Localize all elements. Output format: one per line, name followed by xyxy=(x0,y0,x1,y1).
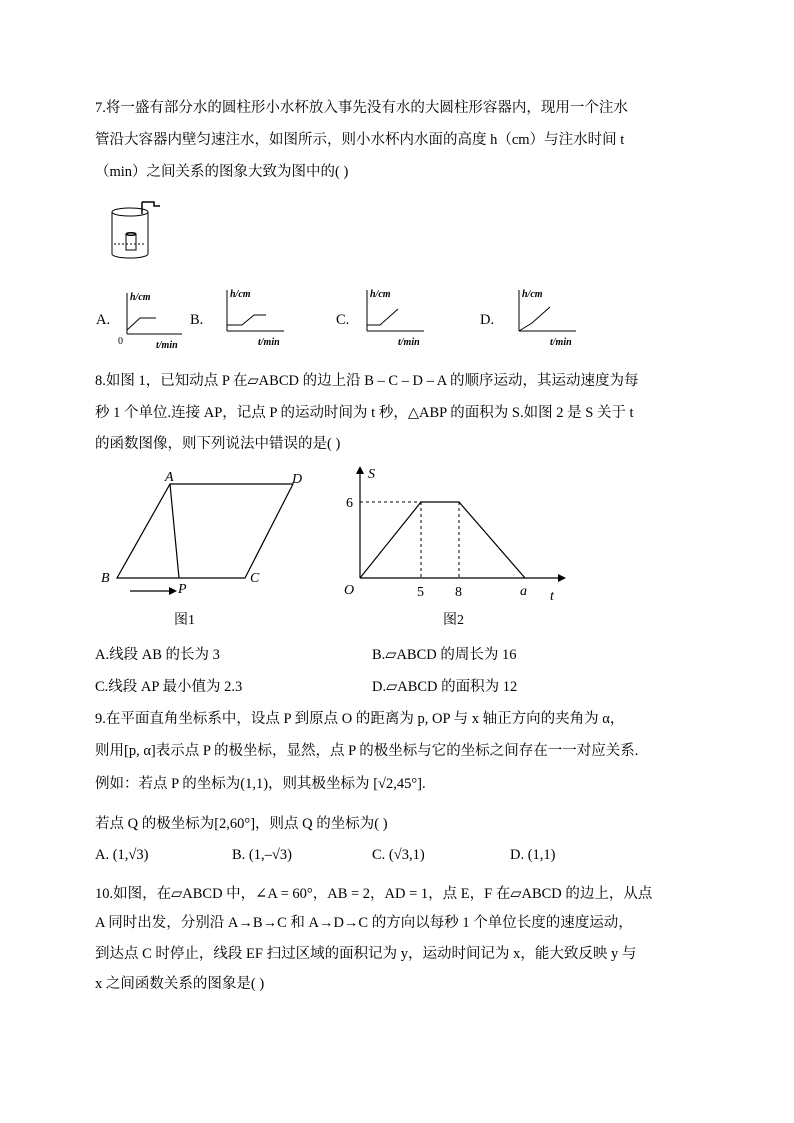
q7-graph-a xyxy=(112,288,192,352)
fig2-tick-a: a xyxy=(520,584,527,599)
q8-line2: 秒 1 个单位.连接 AP，记点 P 的运动时间为 t 秒，△ABP 的面积为 S.如图 2 是 S 关于 t xyxy=(95,405,634,421)
q7d-ylabel: h/cm xyxy=(522,289,543,300)
fig1-label-p: P xyxy=(178,582,187,597)
q9-line3 xyxy=(95,772,426,793)
q7-line3: （min）之间关系的图象大致为图中的( ) xyxy=(95,164,349,180)
fig2-origin: O xyxy=(344,583,355,598)
q9-line3-text: 例如：若点 P 的坐标为(1,1)，则其极坐标为 xyxy=(95,776,370,792)
q10-line3: 到达点 C 时停止，线段 EF 扫过区域的面积记为 y，运动时间记为 x，能大致反映 y 与 xyxy=(95,946,637,962)
fig2-label-s: S xyxy=(368,467,375,482)
q7-option-a: A. xyxy=(96,312,111,328)
q7b-xlabel: t/min xyxy=(258,337,280,348)
q7d-xlabel: t/min xyxy=(550,337,572,348)
q10-line4: x 之间函数关系的图象是( ) xyxy=(95,976,265,992)
q8-option-b: B.▱ABCD 的周长为 16 xyxy=(372,647,517,663)
q8-option-c: C.线段 AP 最小值为 2.3 xyxy=(95,679,243,695)
q8-line1: 8.如图 1，已知动点 P 在▱ABCD 的边上沿 B – C – D – A 的顺序运动，其运动速度为每 xyxy=(95,373,639,389)
fig1-label-c: C xyxy=(250,571,260,586)
q7a-origin: 0 xyxy=(118,336,123,347)
q7c-ylabel: h/cm xyxy=(370,289,391,300)
q7-graph-d xyxy=(504,285,584,349)
q9-line4: 若点 Q 的极坐标为[2,60°]，则点 Q 的坐标为( ) xyxy=(95,816,388,832)
fig2-tick-8: 8 xyxy=(455,585,462,600)
fig2-tick-5: 5 xyxy=(417,585,424,600)
fig1-label-a: A xyxy=(165,470,174,485)
q9-option-a: A. (1,√3) xyxy=(95,847,149,863)
q10-line1: 10.如图，在▱ABCD 中，∠A = 60°，AB = 2，AD = 1，点 E，F 在▱ABCD 的边上，从点 xyxy=(95,886,653,902)
q9-line1: 9.在平面直角坐标系中，设点 P 到原点 O 的距离为 p, OP 与 x 轴正方向的夹角为 α， xyxy=(95,711,625,727)
q9-option-c: C. (√3,1) xyxy=(372,847,425,863)
q8-figure-1 xyxy=(95,466,325,632)
q7-graph-b xyxy=(212,285,292,349)
fig1-label-b: B xyxy=(101,571,110,586)
fig1-caption: 图1 xyxy=(174,613,195,628)
q7a-xlabel: t/min xyxy=(156,340,178,351)
q7-container-figure xyxy=(106,198,166,262)
q9-option-b: B. (1,–√3) xyxy=(232,847,292,863)
q9-polar-example: [√2,45°]. xyxy=(373,776,426,792)
q10-line2: A 同时出发，分别沿 A→B→C 和 A→D→C 的方向以每秒 1 个单位长度的速度运动， xyxy=(95,915,633,931)
q8-option-d: D.▱ABCD 的面积为 12 xyxy=(372,679,518,695)
q7c-xlabel: t/min xyxy=(398,337,420,348)
q7-line1: 7.将一盛有部分水的圆柱形小水杯放入事先没有水的大圆柱形容器内，现用一个注水 xyxy=(95,100,628,116)
q8-line3: 的函数图像，则下列说法中错误的是( ) xyxy=(95,436,341,452)
fig1-label-d: D xyxy=(292,472,303,487)
fig2-tick-6: 6 xyxy=(346,496,353,511)
fig2-label-t: t xyxy=(550,589,554,604)
q7-option-b: B. xyxy=(190,312,204,328)
q7a-ylabel: h/cm xyxy=(130,292,151,303)
q7-option-c: C. xyxy=(336,312,350,328)
fig2-caption: 图2 xyxy=(443,613,464,628)
q9-line2: 则用[p, α]表示点 P 的极坐标，显然，点 P 的极坐标与它的坐标之间存在一一对应关系. xyxy=(95,743,639,759)
q7-line2: 管沿大容器内壁匀速注水，如图所示，则小水杯内水面的高度 h（cm）与注水时间 t xyxy=(95,132,625,148)
q7-graph-c xyxy=(352,285,432,349)
q8-option-a: A.线段 AB 的长为 3 xyxy=(95,647,220,663)
q8-figure-2 xyxy=(338,460,573,632)
q7-option-d: D. xyxy=(480,312,495,328)
q9-option-d: D. (1,1) xyxy=(510,847,556,863)
q7b-ylabel: h/cm xyxy=(230,289,251,300)
